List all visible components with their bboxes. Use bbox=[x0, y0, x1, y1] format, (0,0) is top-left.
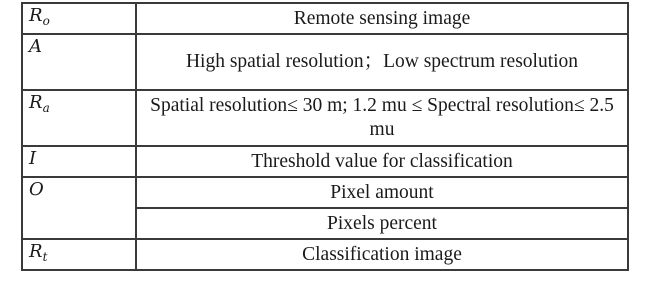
description-cell bbox=[136, 34, 628, 90]
description-cell bbox=[136, 3, 628, 34]
table-row bbox=[22, 90, 628, 146]
symbol-base: O bbox=[29, 179, 44, 200]
description-text: High spatial resolution；Low spectrum resolution bbox=[185, 51, 579, 72]
symbol-cell bbox=[22, 34, 136, 90]
symbol-subscript: a bbox=[42, 101, 50, 115]
table-row bbox=[22, 177, 628, 208]
symbol-subscript: o bbox=[42, 14, 50, 28]
symbol-cell bbox=[22, 239, 136, 270]
symbol-base: I bbox=[29, 148, 37, 169]
symbol-subscript: t bbox=[42, 250, 48, 264]
description-text: Threshold value for classification bbox=[251, 150, 513, 172]
table-row bbox=[22, 146, 628, 177]
symbol-cell bbox=[22, 90, 136, 146]
description-cell bbox=[136, 146, 628, 177]
description-cell bbox=[136, 239, 628, 270]
table-row bbox=[22, 3, 628, 34]
symbol-base: A bbox=[29, 36, 42, 57]
description-text: Spatial resolution≤ 30 m; 1.2 mu ≤ Spectral resolution≤ 2.5 mu bbox=[150, 95, 614, 140]
symbol-base: R bbox=[29, 92, 43, 113]
description-text: Pixel amount bbox=[330, 181, 434, 203]
description-cell bbox=[136, 177, 628, 208]
symbol-cell bbox=[22, 146, 136, 177]
description-text: Remote sensing image bbox=[293, 7, 471, 29]
symbol-cell bbox=[22, 3, 136, 34]
table-row bbox=[22, 239, 628, 270]
definition-table bbox=[21, 2, 629, 271]
symbol-base: R bbox=[29, 241, 43, 262]
description-text: Classification image bbox=[302, 243, 462, 265]
symbol-cell bbox=[22, 177, 136, 239]
symbol-base: R bbox=[29, 5, 43, 26]
description-cell bbox=[136, 208, 628, 239]
description-text: Pixels percent bbox=[327, 212, 437, 234]
description-cell bbox=[136, 90, 628, 146]
table-row bbox=[22, 34, 628, 90]
